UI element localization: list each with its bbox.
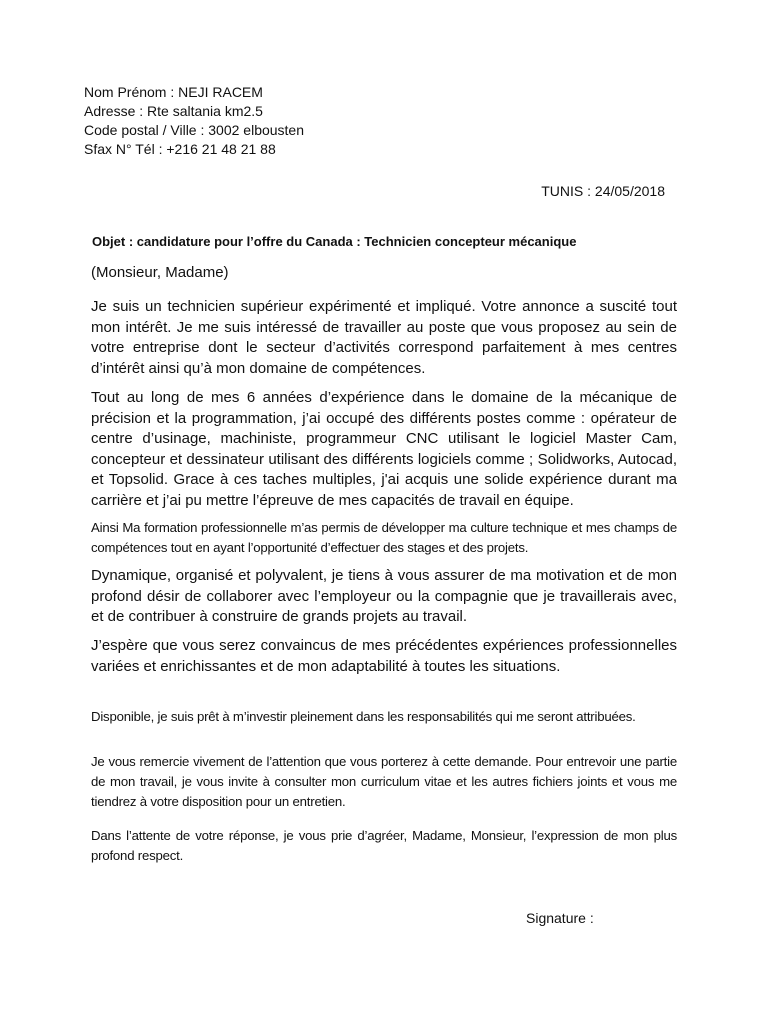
paragraph-availability: Disponible, je suis prêt à m’investir pleinement dans les responsabilités qui me seront attribuées. (91, 709, 636, 724)
sender-block (84, 83, 304, 159)
paragraph-training: Ainsi Ma formation professionnelle m’as permis de développer ma culture technique et mes champs de compétences tout en ayant l’opportunité d’effectuer des stages et des projets. (91, 520, 677, 555)
sender-phone: Sfax N° Tél : +216 21 48 21 88 (84, 141, 276, 157)
sender-postal-city: Code postal / Ville : 3002 elbousten (84, 122, 305, 138)
paragraph-introduction: Je suis un technicien supérieur expérimenté et impliqué. Votre annonce a suscité tout mon intérêt. Je me suis intéressé de travailler au poste que vous proposez au sein de votre entreprise dont le secteur d’activités correspond parfaitement à mes centres d’intérêt ainsi qu’à mon domaine de compétences. (91, 298, 677, 377)
letter-salutation: (Monsieur, Madame) (91, 264, 229, 281)
paragraph-experience: Tout au long de mes 6 années d’expérience dans le domaine de la mécanique de précision et la programmation, j’ai occupé des différents postes comme : opérateur de centre d’usinage, machiniste, programmeur CNC utilisant le logiciel Master Cam, concepteur et dessinateur utilisant des différents logiciels comme ; Solidworks, Autocad, et Topsolid. Grace à ces taches multiples, j'ai acquis une solide expérience durant ma carrière et j’ai pu mettre l’épreuve de mes capacités de travail en équipe. (91, 389, 677, 509)
signature-label: Signature : (526, 910, 594, 926)
sender-name: Nom Prénom : NEJI RACEM (84, 84, 263, 100)
letter-subject: Objet : candidature pour l’offre du Canada : Technicien concepteur mécanique (92, 234, 577, 249)
sender-address: Adresse : Rte saltania km2.5 (84, 103, 263, 119)
paragraph-closing: Dans l’attente de votre réponse, je vous prie d’agréer, Madame, Monsieur, l’expression de mon plus profond respect. (91, 828, 677, 863)
paragraph-thanks: Je vous remercie vivement de l’attention que vous porterez à cette demande. Pour entrevoir une partie de mon travail, je vous invite à consulter mon curriculum vitae et les autres fichiers joints et vous me tiendrez à votre disposition pour un entretien. (91, 754, 677, 809)
paragraph-hope: J’espère que vous serez convaincus de mes précédentes expériences professionnelles variées et enrichissantes et de mon adaptabilité à toutes les situations. (91, 637, 677, 675)
paragraph-motivation: Dynamique, organisé et polyvalent, je tiens à vous assurer de ma motivation et de mon profond désir de collaborer avec l’employeur ou la compagnie que je travaillerais avec, et de contribuer à construire de grands projets au travail. (91, 567, 677, 625)
letter-date: TUNIS : 24/05/2018 (541, 183, 665, 199)
